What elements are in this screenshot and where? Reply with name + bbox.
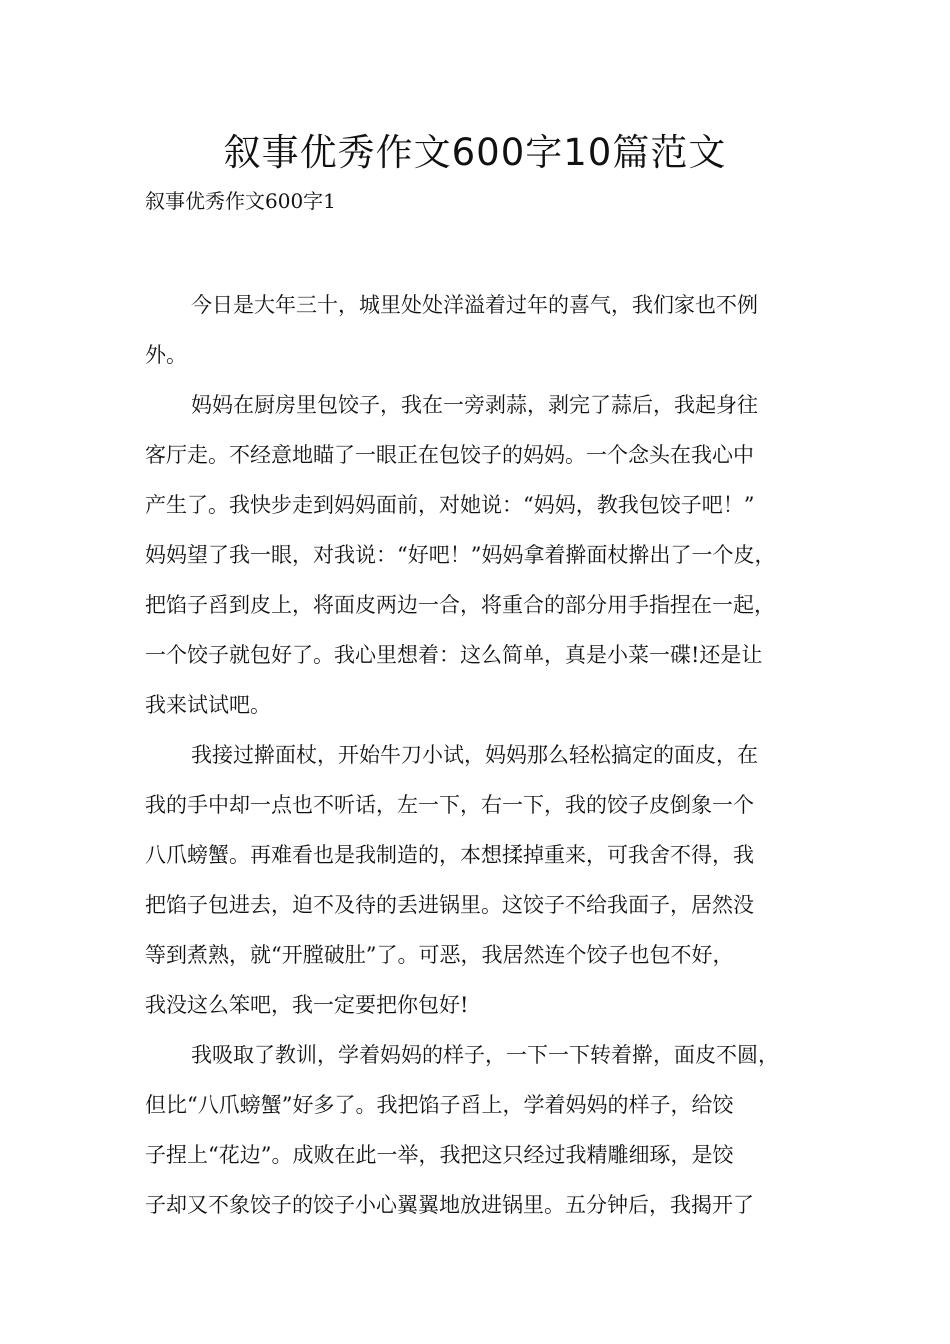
text-line: 但比“八爪螃蟹”好多了。我把馅子舀上，学着妈妈的样子，给饺 (145, 1093, 734, 1117)
section-heading: 叙事优秀作文600字1 (145, 189, 336, 213)
text-line: 我来试试吧。 (145, 693, 271, 717)
text-line: 外。 (145, 343, 187, 367)
text-line: 我吸取了教训，学着妈妈的样子，一下一下转着擀，面皮不圆， (191, 1043, 779, 1067)
text-line: 把馅子包进去，迫不及待的丢进锅里。这饺子不给我面子，居然没 (145, 893, 754, 917)
paragraph (145, 280, 815, 380)
text-line: 子捏上“花边”。成败在此一举，我把这只经过我精雕细琢，是饺 (145, 1143, 734, 1167)
text-line: 我的手中却一点也不听话，左一下，右一下，我的饺子皮倒象一个 (145, 793, 754, 817)
text-line: 产生了。我快步走到妈妈面前，对她说：“妈妈，教我包饺子吧！” (145, 493, 755, 517)
text-line: 把馅子舀到皮上，将面皮两边一合，将重合的部分用手指捏在一起， (145, 593, 775, 617)
text-line: 我没这么笨吧，我一定要把你包好! (145, 993, 469, 1017)
paragraph (145, 1030, 815, 1230)
text-line: 妈妈在厨房里包饺子，我在一旁剥蒜，剥完了蒜后，我起身往 (191, 393, 758, 417)
document-title: 叙事优秀作文600字10篇范文 (223, 131, 727, 174)
text-line: 今日是大年三十，城里处处洋溢着过年的喜气，我们家也不例 (191, 293, 758, 317)
document-body (145, 280, 815, 1230)
text-line: 我接过擀面杖，开始牛刀小试，妈妈那么轻松搞定的面皮，在 (191, 743, 758, 767)
text-line: 客厅走。不经意地瞄了一眼正在包饺子的妈妈。一个念头在我心中 (145, 443, 754, 467)
text-line: 子却又不象饺子的饺子小心翼翼地放进锅里。五分钟后，我揭开了 (145, 1193, 754, 1217)
text-line: 八爪螃蟹。再难看也是我制造的，本想揉掉重来，可我舍不得，我 (145, 843, 754, 867)
text-line: 妈妈望了我一眼，对我说：“好吧！”妈妈拿着擀面杖擀出了一个皮， (145, 543, 776, 567)
paragraph (145, 380, 815, 730)
text-line: 等到煮熟，就“开膛破肚”了。可恶，我居然连个饺子也包不好， (145, 943, 734, 967)
text-line: 一个饺子就包好了。我心里想着：这么简单，真是小菜一碟!还是让 (145, 643, 763, 667)
paragraph (145, 730, 815, 1030)
